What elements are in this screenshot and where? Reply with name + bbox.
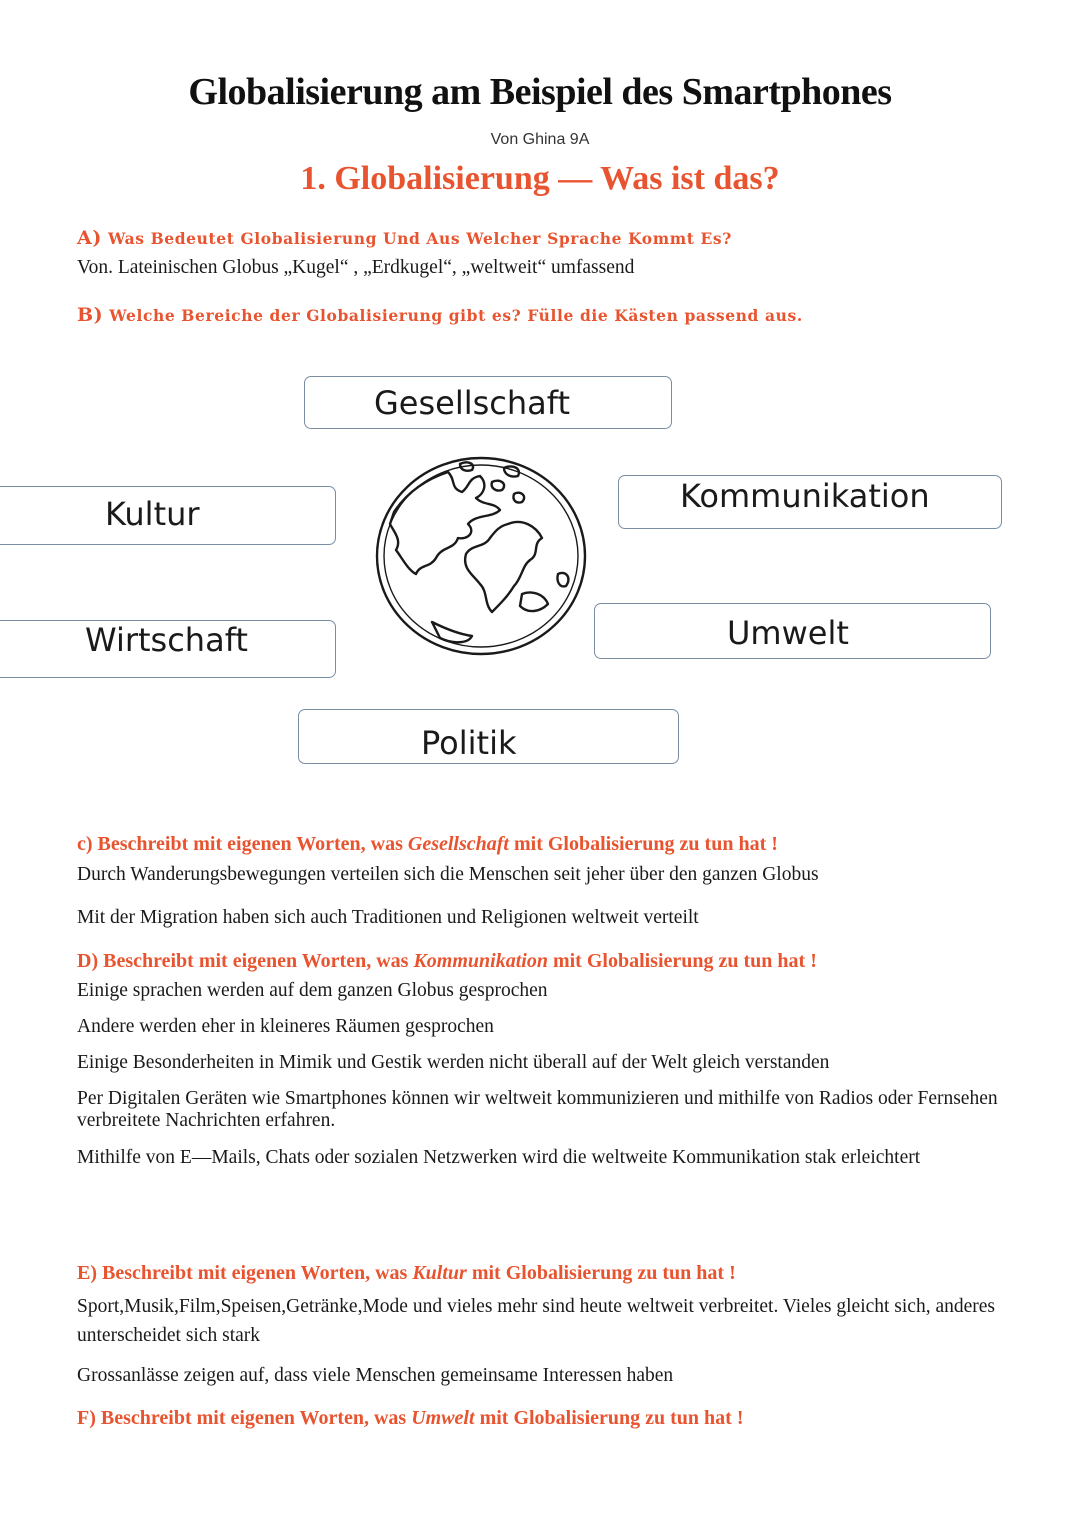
question-b-label: B) [77,304,104,326]
box-kultur[interactable] [0,486,336,545]
box-gesellschaft-label: Gesellschaft [374,384,571,422]
globe-landmass-southeast [520,592,548,611]
answer-c-1: Durch Wanderungsbewegungen verteilen sich die Menschen seit jeher über den ganzen Globus [77,864,819,885]
page-title: Globalisierung am Beispiel des Smartphones [188,71,892,113]
answer-d-3: Einige Besonderheiten in Mimik und Gestik werden nicht überall auf der Welt gleich verstanden [77,1052,830,1073]
question-f-suffix: mit Globalisierung zu tun hat ! [474,1407,744,1429]
box-gesellschaft[interactable] [304,376,672,429]
globe-landmass-south [465,522,542,612]
question-e-term: Kultur [412,1262,467,1284]
box-umwelt[interactable] [594,603,991,659]
question-e-suffix: mit Globalisierung zu tun hat ! [466,1262,736,1284]
question-c-suffix: mit Globalisierung zu tun hat ! [508,833,778,855]
answer-d-2: Andere werden eher in kleineres Räumen gesprochen [77,1016,494,1037]
box-politik[interactable] [298,709,679,764]
question-e-prefix: E) Beschreibt mit eigenen Worten, was [77,1262,413,1284]
answer-e-2: Grossanlässe zeigen auf, dass viele Menschen gemeinsame Interessen haben [77,1365,674,1386]
answer-d-5: Mithilfe von E—Mails, Chats oder sozialen Netzwerken wird die weltweite Kommunikation stak erleichtert [77,1147,921,1168]
question-a-text: Was Bedeutet Globalisierung Und Aus Welcher Sprache Kommt Es? [107,229,732,248]
box-umwelt-label: Umwelt [727,614,849,652]
answer-a: Von. Lateinischen Globus „Kugel“ , „Erdkugel“, „weltweit“ umfassend [77,257,635,278]
question-c-term: Gesellschaft [407,833,509,855]
globe-landmass-east [557,573,568,586]
question-a-label: A) [77,227,102,249]
question-b-text: Welche Bereiche der Globalisierung gibt es? Fülle die Kästen passend aus. [109,306,803,325]
box-wirtschaft-label: Wirtschaft [85,621,248,659]
answer-c-2: Mit der Migration haben sich auch Traditionen und Religionen weltweit verteilt [77,907,699,928]
answer-d-1: Einige sprachen werden auf dem ganzen Globus gesprochen [77,980,548,1001]
box-kommunikation[interactable] [618,475,1002,529]
question-f [77,1407,743,1430]
globe-icon [372,454,590,659]
globe-island-3 [513,493,524,503]
question-b [77,304,803,326]
question-c [77,833,778,856]
question-d-suffix: mit Globalisierung zu tun hat ! [547,950,817,972]
answer-e-1: Sport,Musik,Film,Speisen,Getränke,Mode und vieles mehr sind heute weltweit verbreitet. Vieles gleicht sich, anderes unterscheidet sich stark [77,1296,996,1346]
question-d [77,950,817,973]
box-kommunikation-label: Kommunikation [680,477,930,515]
globe-outline [377,458,585,654]
globe-landmass-bottom [432,622,472,642]
question-d-term: Kommunikation [413,950,548,972]
box-politik-label: Politik [421,724,517,762]
globe-island-2 [492,481,504,491]
question-c-prefix: c) Beschreibt mit eigenen Worten, was [77,833,408,855]
question-f-term: Umwelt [411,1407,475,1429]
answer-d-4: Per Digitalen Geräten wie Smartphones können wir weltweit kommunizieren und mithilfe von Radios oder Fernsehen verbreitete Nachrichten erfahren. [77,1088,998,1131]
box-kultur-label: Kultur [105,495,200,533]
box-wirtschaft[interactable] [0,620,336,678]
question-d-prefix: D) Beschreibt mit eigenen Worten, was [77,950,414,972]
question-e [77,1262,736,1285]
question-a [77,227,732,249]
section-heading: 1. Globalisierung — Was ist das? [300,160,780,197]
author-line: Von Ghina 9A [490,131,590,148]
question-f-prefix: F) Beschreibt mit eigenen Worten, was [77,1407,412,1429]
